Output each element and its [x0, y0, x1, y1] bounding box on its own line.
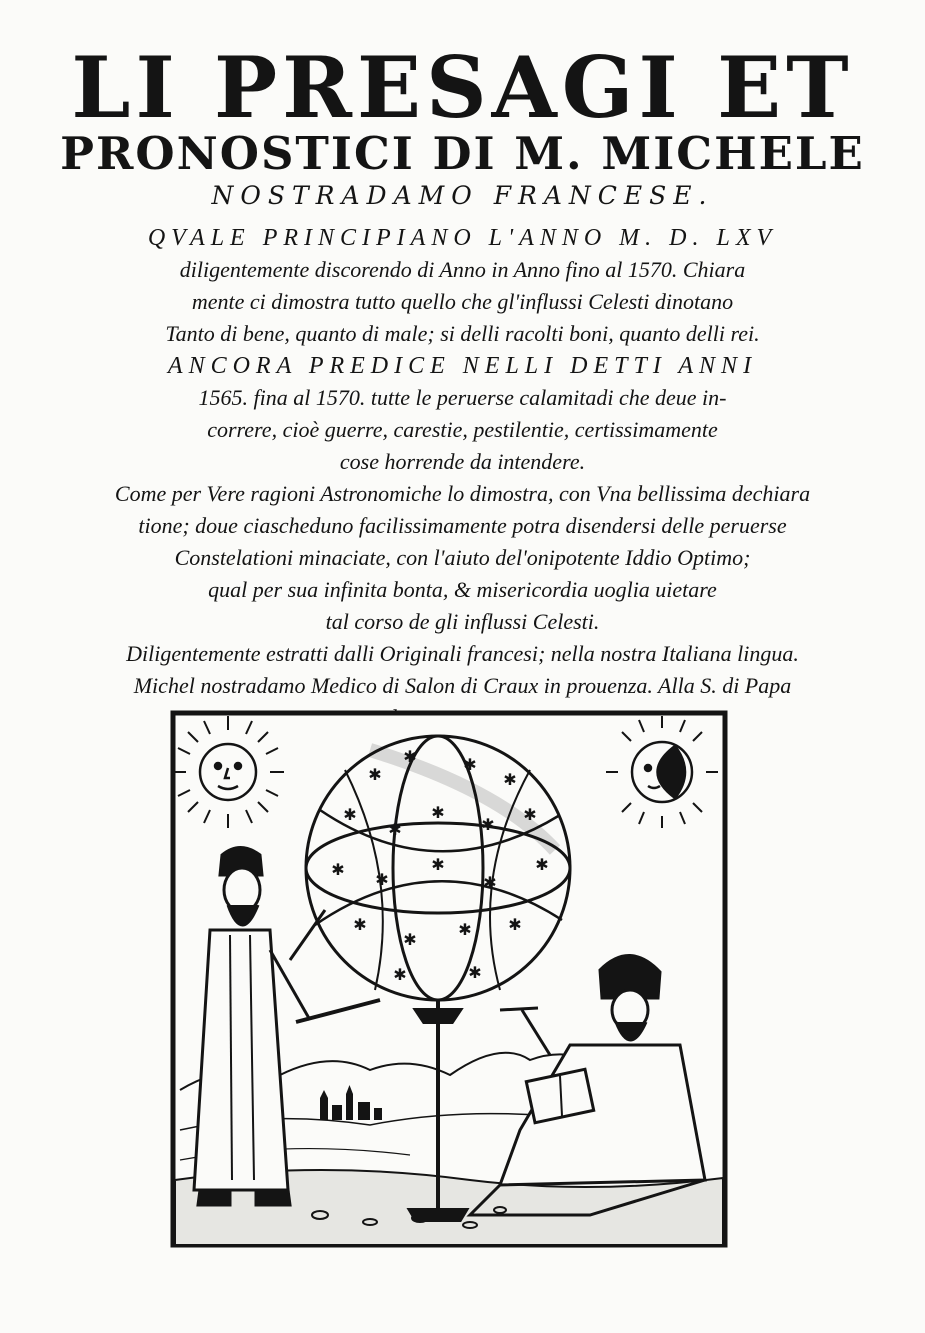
svg-text:✱: ✱: [508, 915, 522, 934]
body-line: tal corso de gli influssi Celesti.: [325, 609, 600, 634]
svg-text:✱: ✱: [375, 870, 389, 889]
woodcut-illustration: [170, 710, 728, 1248]
body-line: 1565. fina al 1570. tutte le peruerse calamitadi che deue in-: [198, 385, 727, 410]
title-line-1: LI PRESAGI ET: [71, 38, 854, 137]
body-line: Diligentemente estratti dalli Originali francesi; nella nostra Italiana lingua.: [126, 641, 799, 666]
body-line: tione; doue ciascheduno facilissimamente potra disendersi delle peruerse: [138, 513, 787, 538]
body-line: cose horrende da intendere.: [339, 449, 586, 474]
svg-text:✱: ✱: [431, 855, 445, 874]
svg-text:✱: ✱: [368, 765, 382, 784]
svg-text:✱: ✱: [388, 820, 402, 839]
svg-text:✱: ✱: [331, 860, 345, 879]
svg-text:✱: ✱: [503, 770, 517, 789]
title-line-3: NOSTRADAMO FRANCESE.: [211, 181, 714, 210]
svg-text:✱: ✱: [535, 855, 549, 874]
body-line: Constelationi minaciate, con l'aiuto del'onipotente Iddio Optimo;: [174, 545, 751, 570]
title-line-2: PRONOSTICI DI M. MICHELE: [60, 127, 865, 180]
svg-text:✱: ✱: [463, 755, 477, 774]
svg-text:✱: ✱: [431, 803, 445, 822]
body-line: QVALE PRINCIPIANO L'ANNO M. D. LXV: [147, 225, 778, 251]
svg-text:✱: ✱: [403, 930, 417, 949]
body-line: Tanto di bene, quanto di male; si delli racolti boni, quanto delli rei.: [165, 321, 760, 346]
svg-text:✱: ✱: [458, 920, 472, 939]
title-page-body: [60, 222, 865, 734]
body-line: qual per sua infinita bonta, & misericordia uoglia uietare: [208, 577, 717, 602]
body-line: correre, cioè guerre, carestie, pestilentie, certissimamente: [207, 417, 718, 442]
body-line: Michel nostradamo Medico di Salon di Craux in prouenza. Alla S. di Papa: [133, 673, 792, 698]
svg-text:✱: ✱: [353, 915, 367, 934]
svg-text:✱: ✱: [403, 747, 417, 766]
svg-text:✱: ✱: [343, 805, 357, 824]
svg-text:✱: ✱: [483, 873, 497, 892]
body-line: diligentemente discorendo di Anno in Anno fino al 1570. Chiara: [179, 257, 746, 282]
body-line: ANCORA PREDICE NELLI DETTI ANNI: [167, 353, 758, 379]
svg-text:✱: ✱: [393, 965, 407, 984]
svg-text:✱: ✱: [468, 963, 482, 982]
svg-text:✱: ✱: [523, 805, 537, 824]
svg-text:✱: ✱: [481, 815, 495, 834]
body-line: Come per Vere ragioni Astronomiche lo dimostra, con Vna bellissima dechiara: [114, 481, 811, 506]
body-line: mente ci dimostra tutto quello che gl'influssi Celesti dinotano: [191, 289, 734, 314]
